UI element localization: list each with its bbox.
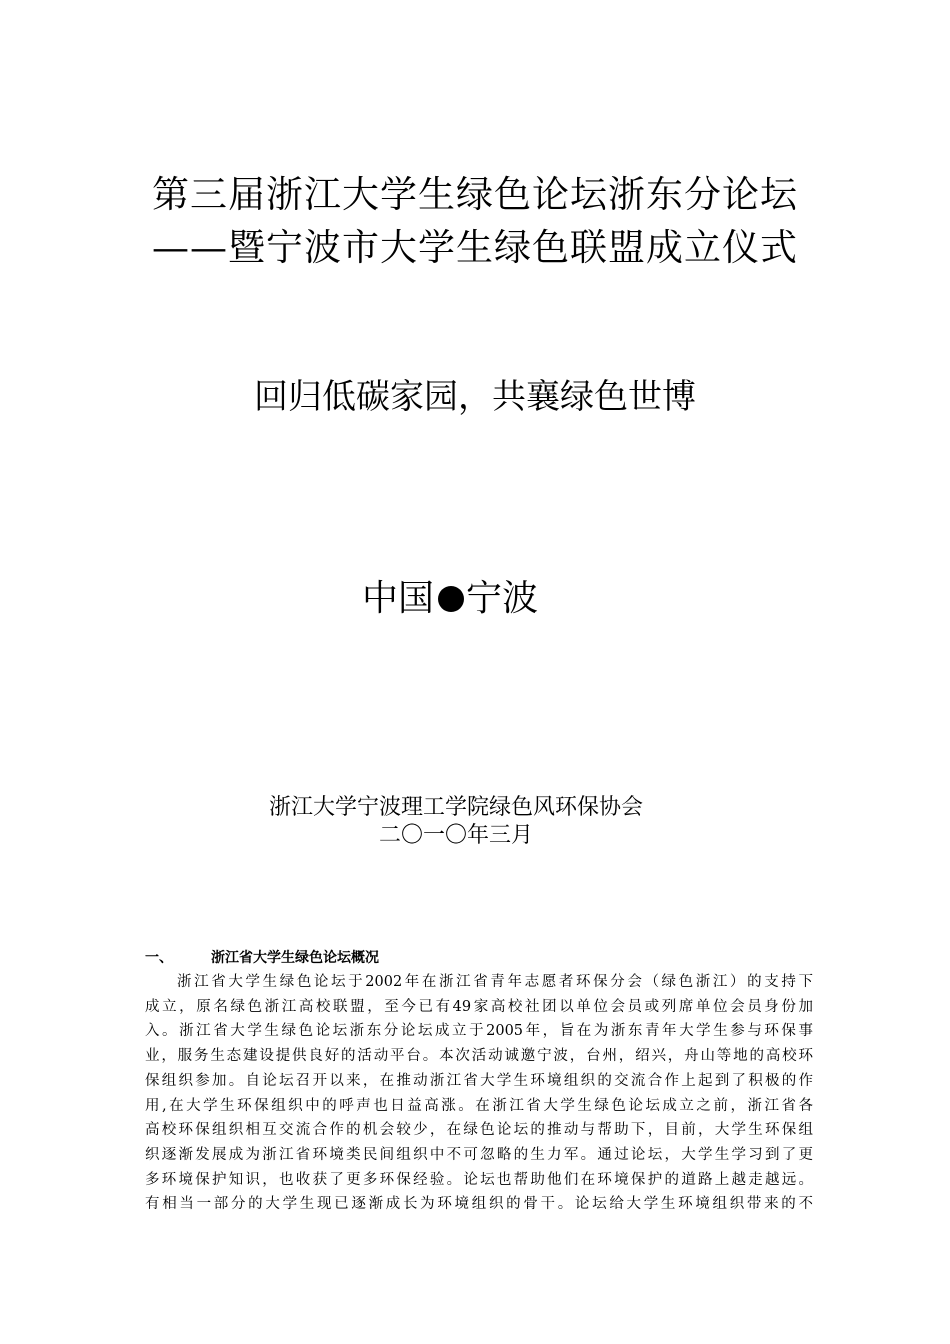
body-line: 织逐渐发展成为浙江省环境类民间组织中不可忽略的生力军。通过论坛，大学生学习到了更	[145, 1146, 813, 1163]
body-line: 业，服务生态建设提供良好的活动平台。本次活动诚邀宁波，台州，绍兴，舟山等地的高校环	[145, 1048, 813, 1065]
organizer-date: 二〇一〇年三月	[378, 823, 533, 848]
body-line: 浙江省大学生绿色论坛于2002年在浙江省青年志愿者环保分会（绿色浙江）的支持下	[177, 974, 813, 990]
section-title: 浙江省大学生绿色论坛概况	[211, 950, 379, 966]
organizer-name: 浙江大学宁波理工学院绿色风环保协会	[268, 795, 643, 820]
body-line: 多环境保护知识，也收获了更多环保经验。论坛也帮助他们在环境保护的道路上越走越远。	[145, 1171, 813, 1188]
location-country: 中国	[361, 578, 434, 619]
body-line: 用,在大学生环保组织中的呼声也日益高涨。在浙江省大学生绿色论坛成立之前，浙江省各	[145, 1097, 813, 1114]
title-line-1: 第三届浙江大学生绿色论坛浙东分论坛	[152, 173, 798, 216]
body-line: 成立，原名绿色浙江高校联盟，至今已有49家高校社团以单位会员或列席单位会员身份加	[145, 998, 813, 1015]
bullet-dot-icon	[438, 586, 464, 612]
location	[0, 574, 900, 624]
section-heading	[145, 946, 813, 970]
body-line: 入。浙江省大学生绿色论坛浙东分论坛成立于2005年，旨在为浙东青年大学生参与环保事	[145, 1023, 813, 1040]
section-number: 一、	[145, 950, 173, 966]
body-line: 高校环保组织相互交流合作的机会较少，在绿色论坛的推动与帮助下，目前，大学生环保组	[145, 1122, 813, 1139]
title-line-2: ——暨宁波市大学生绿色联盟成立仪式	[152, 226, 798, 269]
document-title	[0, 168, 950, 274]
body-line: 保组织参加。自论坛召开以来，在推动浙江省大学生环境组织的交流合作上起到了积极的作	[145, 1072, 813, 1089]
organizer-block	[0, 794, 912, 850]
body-line: 有相当一部分的大学生现已逐渐成长为环境组织的骨干。论坛给大学生环境组织带来的不	[145, 1196, 813, 1213]
section-overview	[145, 946, 813, 1217]
slogan: 回归低碳家园，共襄绿色世博	[254, 377, 696, 417]
location-city: 宁波	[466, 578, 539, 619]
